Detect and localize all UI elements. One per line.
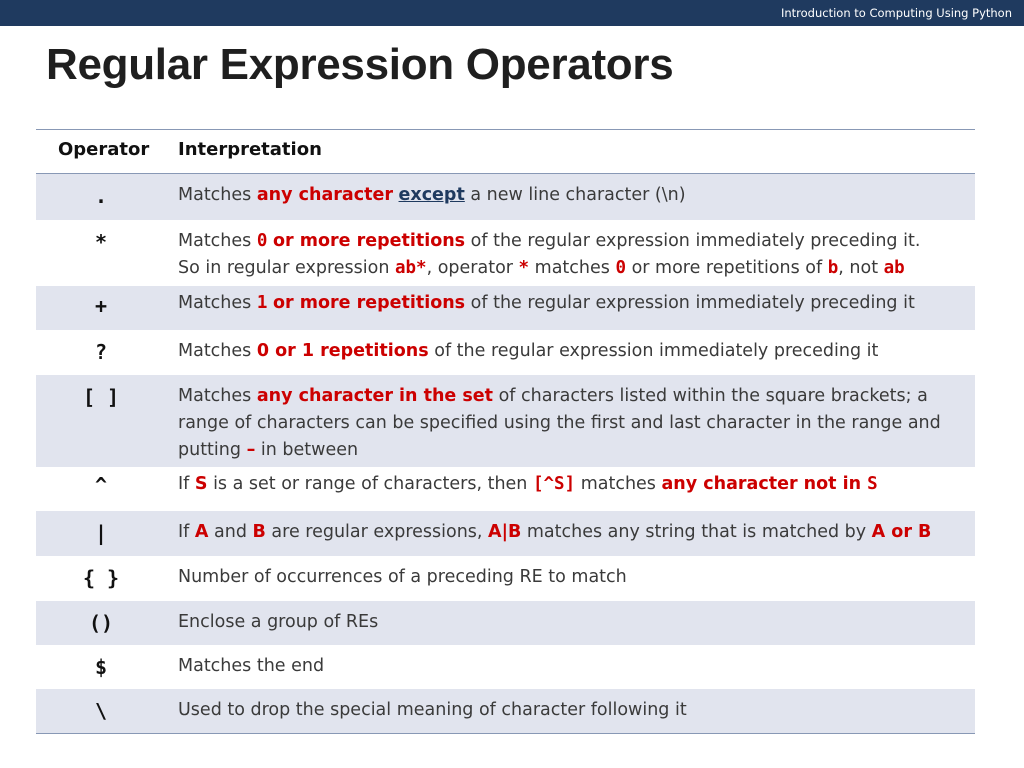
interpretation-cell <box>178 471 968 498</box>
highlighted-text: b <box>827 258 839 278</box>
table-row <box>36 174 975 220</box>
table-row <box>36 689 975 733</box>
text-segment: Matches <box>178 386 257 406</box>
text-segment: of the regular expression immediately preceding it <box>428 341 879 361</box>
operator-cell: $ <box>94 655 108 679</box>
operator-cell: . <box>94 184 108 208</box>
interpretation-line <box>178 410 968 437</box>
interpretation-cell <box>178 383 968 464</box>
text-segment: is a set or range of characters, then <box>207 474 533 494</box>
text-segment: , operator <box>426 258 519 278</box>
column-header-operator: Operator <box>58 139 150 160</box>
operator-cell: + <box>94 294 108 318</box>
interpretation-line <box>178 697 968 724</box>
highlighted-text: A or B <box>871 522 932 542</box>
text-segment: If <box>178 474 195 494</box>
text-segment: Number of occurrences of a preceding RE to match <box>178 567 627 587</box>
highlighted-text: S <box>194 474 208 494</box>
operator-cell: ^ <box>94 473 108 497</box>
text-segment: of characters listed within the square brackets; a <box>493 386 928 406</box>
text-segment: Enclose a group of REs <box>178 612 379 632</box>
text-segment: in between <box>255 440 359 460</box>
text-segment: and <box>208 522 253 542</box>
interpretation-cell <box>178 653 968 680</box>
table-row <box>36 601 975 645</box>
highlighted-text: A <box>194 522 209 542</box>
highlighted-text: 1 <box>256 293 268 313</box>
interpretation-cell <box>178 519 968 546</box>
text-segment: Matches the end <box>178 656 325 676</box>
operator-cell: \ <box>94 699 108 723</box>
interpretation-cell <box>178 609 968 636</box>
operator-cell: () <box>88 611 114 635</box>
highlighted-text: A|B <box>488 522 522 542</box>
text-segment: Matches <box>178 231 257 251</box>
interpretation-cell <box>178 228 968 282</box>
interpretation-line <box>178 255 968 282</box>
text-segment: So in regular expression <box>178 258 395 278</box>
interpretation-line <box>178 437 968 464</box>
highlighted-text: 0 <box>615 258 626 278</box>
text-segment: matches any string that is matched by <box>521 522 872 542</box>
highlighted-text: or more repetitions <box>272 293 466 313</box>
highlighted-text: B <box>252 522 266 542</box>
interpretation-line <box>178 383 968 410</box>
highlighted-text: ab* <box>394 258 427 278</box>
table-row <box>36 330 975 375</box>
highlighted-text: ab <box>883 258 905 278</box>
highlighted-text: any character not in <box>661 474 868 494</box>
page-title: Regular Expression Operators <box>46 40 674 89</box>
interpretation-line <box>178 609 968 636</box>
top-banner <box>0 0 1024 26</box>
highlighted-text: * <box>518 258 530 278</box>
table-row <box>36 286 975 330</box>
table-row <box>36 467 975 511</box>
interpretation-line <box>178 290 968 317</box>
text-segment: Used to drop the special meaning of character following it <box>178 700 687 720</box>
interpretation-line <box>178 653 968 680</box>
text-segment: If <box>178 522 195 542</box>
highlighted-text: any character <box>256 185 393 205</box>
text-segment: Matches <box>178 293 257 313</box>
highlighted-text: 0 <box>256 231 268 251</box>
highlighted-text: 0 or 1 repetitions <box>256 341 429 361</box>
table-row <box>36 220 975 286</box>
highlighted-text: or more repetitions <box>272 231 466 251</box>
operator-cell: ? <box>94 340 108 364</box>
text-segment: Matches <box>178 185 257 205</box>
column-header-interpretation: Interpretation <box>178 139 322 160</box>
table-row <box>36 511 975 556</box>
highlighted-text: any character in the set <box>256 386 494 406</box>
text-segment: putting <box>178 440 247 460</box>
highlighted-text: – <box>246 440 256 460</box>
interpretation-line <box>178 228 968 255</box>
text-segment: or more repetitions of <box>626 258 828 278</box>
table-row <box>36 556 975 601</box>
table-row <box>36 375 975 467</box>
interpretation-cell <box>178 697 968 724</box>
operator-cell: { } <box>82 566 120 590</box>
text-segment: Matches <box>178 341 257 361</box>
text-segment: , not <box>838 258 884 278</box>
text-segment: a new line character (\n) <box>464 185 686 205</box>
text-segment: are regular expressions, <box>265 522 489 542</box>
highlighted-text: except <box>398 185 465 205</box>
interpretation-line <box>178 471 968 498</box>
text-segment: matches <box>575 474 662 494</box>
interpretation-cell <box>178 338 968 365</box>
interpretation-line <box>178 338 968 365</box>
highlighted-text: S <box>867 474 878 494</box>
operator-cell: | <box>94 521 108 545</box>
course-title: Introduction to Computing Using Python <box>780 6 1012 20</box>
text-segment: of the regular expression immediately preceding it. <box>465 231 921 251</box>
interpretation-line <box>178 519 968 546</box>
interpretation-cell <box>178 182 968 209</box>
operators-table <box>36 129 975 734</box>
text-segment: of the regular expression immediately preceding it <box>465 293 915 313</box>
interpretation-line <box>178 182 968 209</box>
highlighted-text: [^S] <box>532 474 576 494</box>
table-header-row <box>36 130 975 174</box>
table-row <box>36 645 975 689</box>
interpretation-line <box>178 564 968 591</box>
operator-cell: [ ] <box>82 385 120 409</box>
text-segment: range of characters can be specified using the first and last character in the range and <box>178 413 941 433</box>
operator-cell: * <box>94 230 108 254</box>
interpretation-cell <box>178 564 968 591</box>
text-segment: matches <box>529 258 616 278</box>
interpretation-cell <box>178 290 968 317</box>
